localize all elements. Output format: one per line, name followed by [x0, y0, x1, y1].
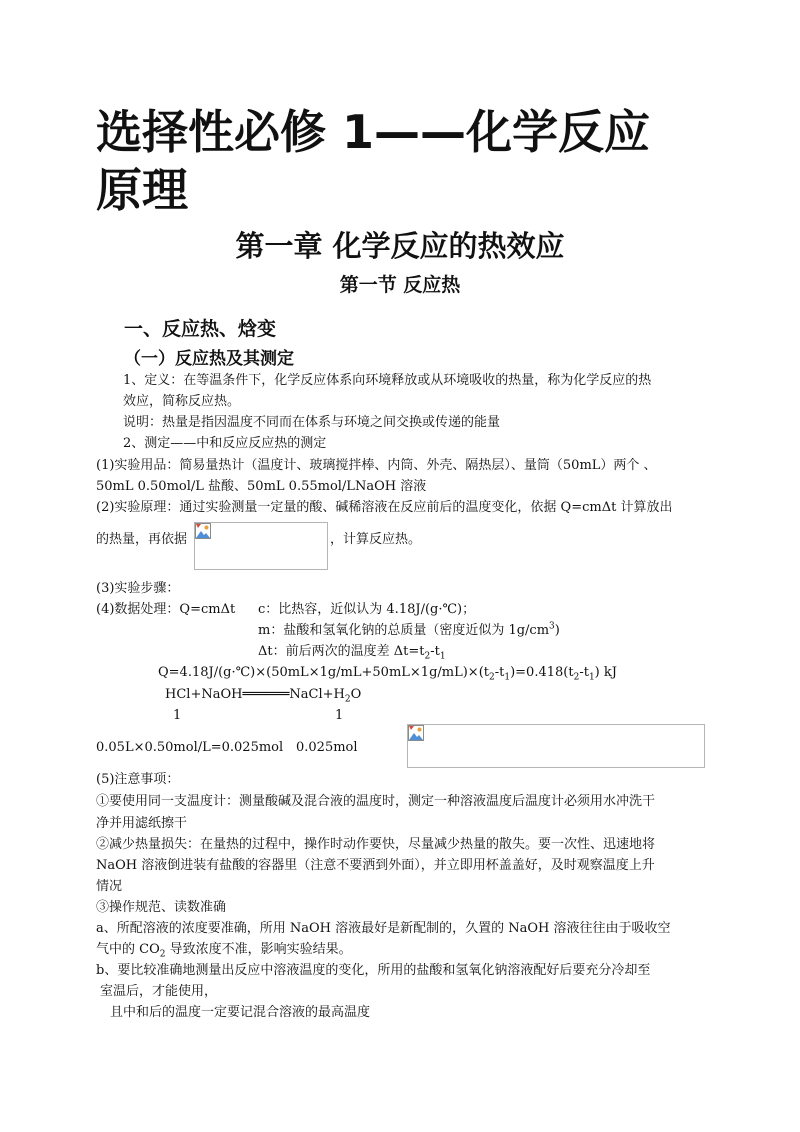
formula-image-placeholder [194, 522, 328, 570]
mol-hcl: 0.05L×0.50mol/L=0.025mol [96, 740, 284, 755]
c-description: c：比热容，近似认为 4.18J/(g·℃)； [258, 602, 476, 617]
caution-a-line1: a、所配溶液的浓度要准确，所用 NaOH 溶液最好是新配制的，久置的 NaOH 溶液往往由于吸收空 [96, 921, 671, 936]
caution-b-line3: 且中和后的温度一定要记混合溶液的最高温度 [110, 1005, 371, 1020]
coefficient-hcl: 1 [173, 708, 182, 723]
caution2-line2: NaOH 溶液倒进装有盐酸的容器里（注意不要洒到外面），并立即用杯盖盖好，及时观察温度上升 [96, 858, 655, 873]
main-title-line2: 原理 [96, 163, 188, 217]
caution1-line1: ①要使用同一支温度计：测量酸碱及混合液的温度时，测定一种溶液温度后温度计必须用水冲洗干 [96, 794, 656, 809]
caution-b-line2: 室温后，才能使用， [100, 984, 218, 999]
calc-image-placeholder [407, 724, 705, 768]
apparatus-line1: (1)实验用品：简易量热计（温度计、玻璃搅拌棒、内筒、外壳、隔热层）、量筒（50mL）两个 、 [96, 458, 657, 473]
heading-measurement: （一）反应热及其测定 [124, 349, 294, 369]
broken-image-icon [195, 523, 211, 539]
caution-a-line2: 气中的 $CO_2$ 导致浓度不准，影响实验结果。 [96, 942, 352, 960]
note: 说明：热量是指因温度不同而在体系与环境之间交换或传递的能量 [123, 415, 501, 430]
q-formula: $Q=4.18J/(g\cdot℃)\times(50mL\times 1g/mL+50mL\times 1g/mL)\times(t_2-t_1)=0.418(t_2-t_1)$ kJ [158, 665, 617, 683]
steps-heading: (3)实验步骤： [96, 581, 180, 596]
definition-line2: 效应，简称反应热。 [123, 394, 241, 409]
chapter-title: 第一章 化学反应的热效应 [235, 229, 565, 263]
caution2-line1: ②减少热量损失：在量热的过程中，操作时动作要快，尽量减少热量的散失。要一次性、迅速地将 [96, 837, 656, 852]
heading-reaction-heat: 一、反应热、焓变 [124, 318, 277, 340]
section-title: 第一节 反应热 [339, 274, 461, 296]
m-description: m：盐酸和氢氧化钠的总质量（密度近似为 $1g/cm^3$) [258, 621, 560, 638]
data-processing-label: (4)数据处理：Q=cmΔt [96, 602, 236, 617]
measure-heading: 2、测定——中和反应反应热的测定 [123, 436, 327, 451]
apparatus-line2: 50mL 0.50mol/L 盐酸、50mL 0.55mol/LNaOH 溶液 [96, 479, 427, 494]
coefficient-nacl: 1 [335, 708, 344, 723]
dt-description: Δt：前后两次的温度差 $\Delta t=t_2-t_1$ [258, 644, 446, 662]
principle-line1: (2)实验原理：通过实验测量一定量的酸、碱稀溶液在反应前后的温度变化，依据 Q=cmΔt 计算放出 [96, 500, 673, 515]
principle-line2-a: 的热量，再依据 [96, 532, 188, 547]
caution1-line2: 净并用滤纸擦干 [96, 816, 188, 831]
caution2-line3: 情况 [96, 879, 123, 894]
definition-line1: 1、定义：在等温条件下，化学反应体系向环境释放或从环境吸收的热量，称为化学反应的热 [123, 373, 652, 388]
mol-nacl: 0.025mol [296, 740, 358, 755]
principle-line2-b: ，计算反应热。 [330, 532, 422, 547]
main-title-line1: 选择性必修 1——化学反应 [96, 105, 651, 159]
reaction-equation: $HCl+NaOH══════NaCl+H_2O$ [165, 687, 362, 705]
caution-b-line1: b、要比较准确地测量出反应中溶液温度的变化，所用的盐酸和氢氧化钠溶液配好后要充分冷却至 [96, 963, 651, 978]
cautions-heading: (5)注意事项： [96, 772, 180, 787]
broken-image-icon [408, 725, 424, 741]
caution3: ③操作规范、读数准确 [96, 900, 227, 915]
